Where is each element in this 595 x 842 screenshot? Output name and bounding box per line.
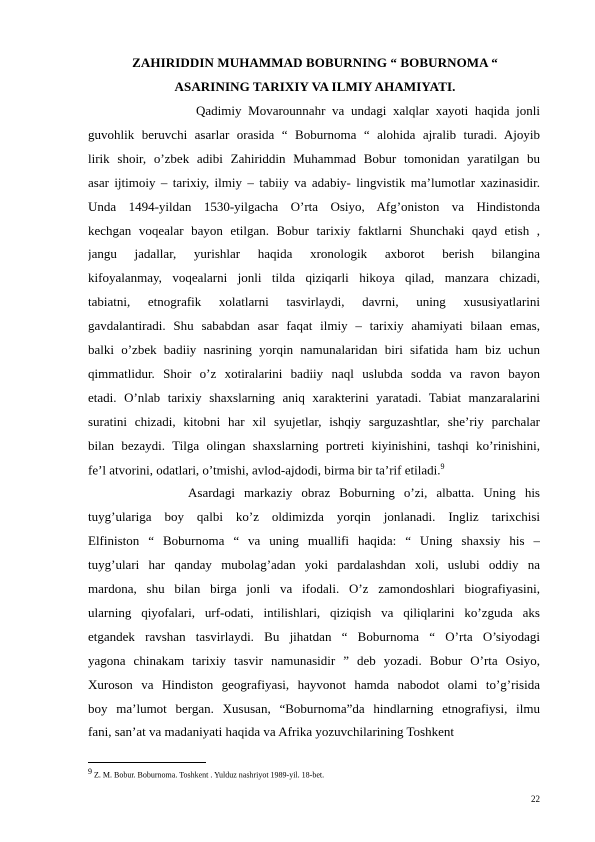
text-line-content: Unda 1494-yildan 1530-yilgacha O’rta Osiyo, Afg’oniston va Hindistonda — [88, 198, 540, 214]
text-line — [88, 270, 540, 286]
text-line — [88, 701, 540, 717]
text-line — [88, 533, 540, 549]
text-line — [88, 414, 540, 430]
text-line-content: tuyg’ulari har qanday mubolag’adan yoki pardalashdan xoli, uslubi oddiy na — [88, 557, 540, 573]
footnote-reference: 9 — [440, 461, 445, 471]
text-line-content: etgandek ravshan tasvirlaydi. Bu jihatdan “ Boburnoma “ O’rta O’siyodagi — [88, 628, 540, 644]
text-line — [88, 175, 540, 191]
text-line — [196, 103, 540, 119]
text-line — [88, 581, 540, 597]
text-line-content: tabiatni, etnografik xolatlarni tasvirlaydi, davrni, uning xususiyatlarini — [88, 294, 540, 310]
text-line-content: Asardagi markaziy obraz Boburning o’zi, albatta. Uning his — [188, 485, 540, 501]
text-line — [88, 366, 540, 382]
text-line-content: ularning qiyofalari, urf-odati, intilishlari, qiziqish va qiliqlarini ko’zguda aks — [88, 604, 540, 620]
text-line-content: suratini chizadi, kitobni har xil syujetlar, ishqiy sarguzashtlar, she’riy parchalar — [88, 413, 540, 429]
text-line-content: bilan bezaydi. Tilga olingan shaxslarning portreti kiyinishini, tashqi ko’rinishini, — [88, 437, 540, 453]
text-line-content: balki o’zbek badiiy nasrining yorqin namunalaridan biri sifatida ham biz uchun — [88, 342, 540, 357]
text-line-content: guvohlik beruvchi asarlar orasida “ Boburnoma “ alohida ajralib turadi. Ajoyib — [88, 126, 540, 142]
text-line — [88, 605, 540, 621]
title-line-1: ZAHIRIDDIN MUHAMMAD BOBURNING “ BOBURNOMA “ — [132, 55, 498, 70]
text-line — [88, 509, 540, 525]
text-line-content: Xuroson va Hindiston geografiyasi, hayvonot hamda nabodot olami to’g’risida — [88, 676, 540, 692]
text-line-content: kechgan voqealar bayon etilgan. Bobur tarixiy faktlarni Shunchaki qayd etish , — [88, 222, 540, 238]
text-line — [88, 127, 540, 143]
text-line-content: mardona, shu bilan birga jonli va ifodali. O’z zamondoshlari biografiyasini, — [88, 581, 540, 596]
text-line-content: fe’l atvorini, odatlari, o’tmishi, avlod-ajdodi, birma bir ta’rif etiladi. — [88, 461, 441, 477]
text-line — [88, 677, 540, 693]
text-line-content: lirik shoir, o’zbek adibi Zahiriddin Muhammad Bobur tomonidan yaratilgan bu — [88, 150, 540, 166]
footnote-number: 9 — [88, 767, 92, 776]
footnote-divider — [88, 762, 206, 763]
text-line-content: Elfiniston “ Boburnoma “ va uning muallifi haqida: “ Uning shaxsiy his – — [88, 533, 540, 549]
text-line — [88, 629, 540, 645]
text-line-content: tuyg’ulariga boy qalbi ko’z oldimizda yorqin jonlanadi. Ingliz tarixchisi — [88, 509, 540, 525]
text-line-content: jangu jadallar, yurishlar haqida xronologik axborot berish bilangina — [88, 246, 540, 262]
footnote-text: Z. M. Bobur. Boburnoma. Toshkent . Yulduz nashriyot 1989-yil. 18-bet. — [94, 770, 325, 780]
title-line-2: ASARINING TARIXIY VA ILMIY AHAMIYATI. — [174, 79, 456, 94]
text-line-content: kifoyalanmay, voqealarni jonli tilda qiziqarli hikoya qilad, manzara chizadi, — [88, 270, 540, 286]
text-line — [88, 724, 540, 740]
text-line — [88, 294, 540, 310]
text-line-content: qimmatlidur. Shoir o’z xotiralarini badiiy naql uslubda sodda va ravon bayon — [88, 365, 540, 381]
text-line — [88, 438, 540, 454]
text-line-content: yagona chinakam tarixiy tasvir namunasidir ” deb yozadi. Bobur O’rta Osiyo, — [88, 652, 540, 668]
text-line — [88, 653, 540, 669]
text-line — [88, 151, 540, 167]
text-line — [88, 246, 540, 262]
text-line-content: boy ma’lumot bergan. Xususan, “Boburnoma”da hindlarning etnografiysi, ilmu — [88, 700, 540, 716]
text-line — [88, 462, 540, 478]
text-line — [88, 318, 540, 334]
page-number: 22 — [531, 794, 540, 804]
footnote — [88, 767, 324, 780]
text-line — [88, 223, 540, 239]
text-line-content: gavdalantiradi. Shu sababdan asar faqat ilmiy – tarixiy ahamiyati bilaan emas, — [88, 318, 540, 334]
text-line-content: asar ijtimoiy – tarixiy, ilmiy – tabiiy va adabiy- lingvistik ma’lumotlar xazinasidir. — [88, 174, 540, 190]
text-line — [88, 199, 540, 215]
text-line — [88, 557, 540, 573]
text-line — [88, 390, 540, 406]
text-line-content: etadi. O’nlab tarixiy shaxslarning aniq xarakterini yaratadi. Tabiat manzaralarini — [88, 389, 540, 405]
text-line — [188, 485, 540, 501]
text-line — [88, 342, 540, 358]
text-line-content: Qadimiy Movarounnahr va undagi xalqlar xayoti haqida jonli — [196, 103, 540, 118]
text-line-content: fani, san’at va madaniyati haqida va Afrika yozuvchilarining Toshkent — [88, 724, 454, 740]
